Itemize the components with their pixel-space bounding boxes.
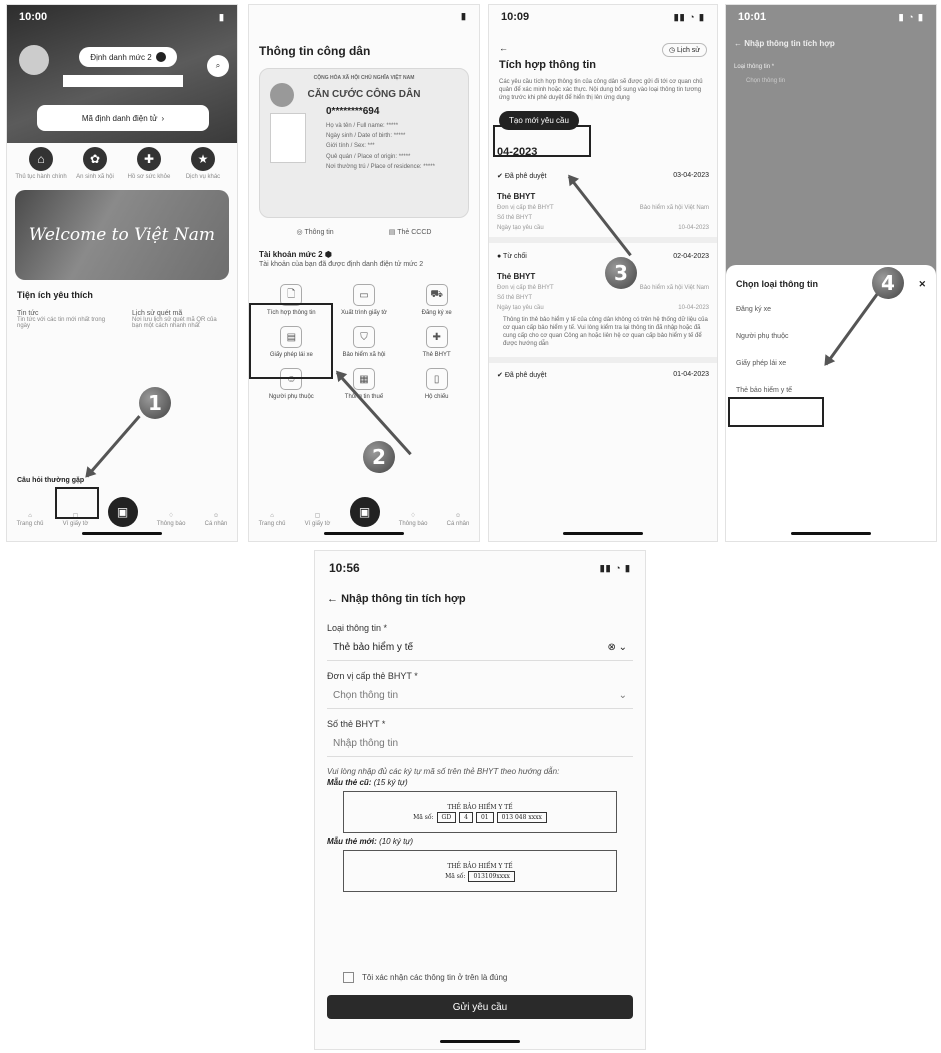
card-line: Giới tính / Sex: *** [326,143,375,150]
page-title: Nhập thông tin tích hợp [341,593,466,605]
tab-profile[interactable] [205,513,228,527]
new-code-row [445,873,515,880]
feature-passport[interactable] [400,368,473,400]
phone-citizen-info: ▮ Thông tin công dân CỘNG HÒA XÃ HỘI CHỦ NGHĨA VIỆT NAM CĂN CƯỚC CÔNG DÂN 0********694 Họ và tên / Full name: ***** Ngày sinh / Date of birth: ***** Giới tính / Sex: *** Quê quán / Place of origin: ***** Nơi thường trú / Place of residence: ***** ◎ Thông tin ▤ Thẻ CCCD Tài khoản mức 2 ⬢ Tài khoản của bạn đã được định danh điện tử mức 2 🗋 Tích hợp thông tin ▭ Xuất trình giấy tờ ⛟ Đăng ký xe ▤ Giấy phép lái xe ⛉ Bảo hiểm xã hội ✚ Thẻ BHYT ☺ Người phụ thuộc ▦ Thông tin thuế ▯ Hộ chiếu ⌂ Trang chủ ▢ Ví giấy tờ ▣ ♢ Thông báo ☺ Cá nhân 2 [248,4,480,542]
social-icon: ✿ [83,147,107,171]
submit-button[interactable]: Gửi yêu cầu [327,995,633,1019]
bell-icon: ♢ [168,513,174,519]
item-status: Đã phê duyệt [504,371,547,379]
wallet-icon: ▢ [72,513,79,519]
num-placeholder: Nhập thông tin [333,738,399,749]
new-sample-label [315,837,645,846]
item-date: 02-04-2023 [673,253,709,261]
shield-icon [156,52,166,62]
old-card-title: THẺ BẢO HIỂM Y TẾ [447,803,513,811]
num-label: Số thẻ BHYT * [327,719,386,729]
highlight-integrate [249,303,333,379]
license-icon: ▤ [280,326,302,348]
card-line: Ngày sinh / Date of birth: ***** [326,133,406,140]
item-row [489,303,717,313]
feature-label: Xuất trình giấy tờ [341,310,387,316]
option-item[interactable]: Đăng ký xe [736,306,772,313]
old-count: (15 ký tự) [373,778,408,787]
org-label: Đơn vị cấp thẻ BHYT * [327,671,418,681]
new-code: 013109xxxx [468,871,514,882]
status-time: 10:56 [329,561,360,575]
hint-text: Vui lòng nhập đủ các ký tự mã số trên thẻ BHYT theo hướng dẫn: [327,767,560,776]
new-code-prefix: Mã số: [445,872,466,880]
page-title: Nhập thông tin tích hợp [744,39,835,48]
qr-id-label: Mã định danh điện tử [81,113,158,123]
home-header: 10:00 ▮ Định danh mức 2 ⌕ Mã định danh điện tử › [7,5,237,143]
card-lines [326,121,462,172]
tab-label: Cá nhân [446,521,470,527]
row-value: Bảo hiểm xã hội Việt Nam [639,285,709,292]
item-header [489,247,717,266]
home-indicator [791,532,871,535]
tab-notifications[interactable] [157,512,186,527]
item-status: Đã phê duyệt [504,173,547,181]
card-title: CĂN CƯỚC CÔNG DÂN [307,89,421,100]
id-card-icon: ▭ [353,284,375,306]
welcome-banner[interactable]: Welcome to Việt Nam [15,190,229,280]
user-icon: ☺ [212,513,220,519]
check-icon: ✔ Đã phê duyệt [497,173,547,181]
tab-wallet[interactable] [305,512,331,527]
car-icon: ⛟ [426,284,448,306]
back-icon[interactable]: ← [734,39,742,48]
passport-icon: ▯ [426,368,448,390]
row-label: Đơn vị cấp thẻ BHYT [497,285,554,292]
field-placeholder[interactable]: Chọn thông tin [746,78,786,84]
home-indicator [82,532,162,535]
option-item[interactable]: Giấy phép lái xe [736,360,787,367]
service-grid [7,143,237,184]
request-item[interactable] [489,243,717,356]
feature-label: Bảo hiểm xã hội [342,352,386,358]
avatar[interactable] [19,45,49,75]
row-value: 10-04-2023 [678,225,709,232]
news-desc: Tin tức với các tin mới nhất trong ngày [17,317,106,329]
option-item[interactable]: Người phụ thuộc [736,333,789,340]
card-actions [249,224,479,240]
news-tile[interactable] [17,310,112,329]
portrait [270,113,306,163]
row-label: Số thẻ BHYT [497,215,533,222]
card-number-input[interactable] [327,731,633,757]
item-date: 03-04-2023 [673,172,709,180]
new-label: Mẫu thẻ mới: [327,837,377,846]
tab-qr-scan[interactable] [350,497,380,527]
info-button[interactable]: ◎ Thông tin [296,229,334,236]
service-item[interactable] [177,147,229,180]
qr-scan-icon: ▣ [108,497,138,527]
item-row [489,223,717,233]
tab-qr-scan[interactable] [108,497,138,527]
qr-scan-icon: ▣ [350,497,380,527]
cccd-button[interactable]: ▤ Thẻ CCCD [388,229,432,236]
confirm-label: Tôi xác nhận các thông tin ở trên là đúng [362,973,508,982]
tab-label: Trang chủ [258,521,286,527]
service-label: An sinh xã hội [76,174,114,180]
id-card[interactable] [259,68,469,218]
scan-history-tile[interactable] [132,310,227,329]
service-item[interactable] [123,147,175,180]
close-icon[interactable]: ✕ [918,279,926,289]
type-select[interactable] [327,635,633,661]
tab-label: Trang chủ [16,521,44,527]
chevron-down-icon: ⊗ ⌄ [607,642,627,653]
header [315,585,645,613]
bottom-tab-bar [7,497,237,527]
header-row [489,29,717,57]
header [726,29,936,58]
feature-health-card[interactable] [400,326,473,358]
chevron-down-icon: ⌄ [618,690,627,701]
cccd-label: Thẻ CCCD [397,229,432,236]
reject-note: Thông tin thẻ bảo hiểm y tế của công dân không có trên hệ thống dữ liệu của cơ quan cấp bảo hiểm y tế. Vui lòng kiểm tra lại thông tin đã nhập hoặc đã cung cấp cho cơ quan Công an hoặc liên hệ cơ quan cấp bảo hiểm y tế để được hướng dẫn [503,317,708,347]
item-row [489,283,717,293]
sheet-header [726,265,936,296]
shield-icon: ⬢ [324,250,332,259]
step-marker-3: 3 [605,257,637,289]
insurance-icon: ⛉ [353,326,375,348]
new-card-sample [343,850,617,892]
confirm-checkbox[interactable] [343,972,354,983]
old-sample-label [315,778,645,787]
card-header: CỘNG HÒA XÃ HỘI CHỦ NGHĨA VIỆT NAM [313,75,415,81]
type-value: Thẻ bảo hiểm y tế [333,642,414,653]
tab-home[interactable] [17,513,44,527]
back-icon[interactable]: ← [499,43,508,53]
check-icon: ✔ Đã phê duyệt [497,371,547,379]
account-title [249,240,479,261]
old-code-part: 01 [476,812,494,823]
tab-label: Ví giấy tờ [62,521,89,527]
phone-select-type: 10:01 ▮ ◔ ▮ ← Nhập thông tin tích hợp Loại thông tin * Chọn thông tin Chọn loại thông tin ✕ Đăng ký xe Người phụ thuộc Giấy phép lái xe Thẻ bảo hiểm y tế 4 [725,4,937,542]
home-indicator [440,1040,520,1043]
favorites-title: Tiện ích yêu thích [17,290,93,300]
description: Các yêu cầu tích hợp thông tin của công dân sẽ được gửi đi tới cơ quan chủ quản để xác minh hoặc xác thực. Nội dung bổ sung vào loại thông tin tương ứng trước khi phê duyệt để hiển thị lên ứng dụng [499,79,703,101]
user-icon: ☺ [454,513,462,519]
info-label: Thông tin [304,229,334,236]
search-icon[interactable]: ⌕ [207,55,229,77]
tab-label: Ví giấy tờ [304,521,331,527]
scan-desc: Nơi lưu lịch sử quét mã QR của bạn một cách nhanh nhất [132,317,217,329]
tax-icon: ▦ [353,368,375,390]
service-label: Hồ sơ sức khỏe [127,174,171,180]
feature-label: Hộ chiếu [424,394,449,400]
new-count: (10 ký tự) [379,837,414,846]
step-marker-4: 4 [872,267,904,299]
type-label: Loại thông tin * [327,623,388,633]
old-label: Mẫu thẻ cũ: [327,778,372,787]
faq-title[interactable]: Câu hỏi thường gặp [17,477,85,484]
level-label: Định danh mức 2 [90,52,152,62]
feature-present[interactable] [328,284,401,316]
item-header[interactable] [489,363,717,387]
feature-label: Đăng ký xe [421,310,452,316]
home-icon: ⌂ [270,513,274,519]
old-code-row [413,814,547,821]
service-label: Thủ tục hành chính [15,174,67,180]
tab-label: Cá nhân [204,521,228,527]
card-line: Họ và tên / Full name: ***** [326,123,399,129]
feature-vehicle[interactable] [400,284,473,316]
step-marker-1: 1 [139,387,171,419]
home-indicator [563,532,643,535]
option-item[interactable]: Thẻ bảo hiểm y tế [736,387,793,394]
highlight-wallet-tab [55,487,99,519]
new-request-button[interactable]: Tạo mới yêu cầu [499,111,579,130]
old-code-part: 4 [459,812,473,823]
old-code-part: 013 048 xxxx [497,812,547,823]
item-header [489,166,717,186]
row-value: Bảo hiểm xã hội Việt Nam [639,205,709,212]
feature-label: Người phụ thuộc [268,394,314,400]
news-title: Tin tức [17,310,39,317]
item-row [489,293,717,303]
org-placeholder: Chọn thông tin [333,690,399,701]
highlight-health-card [728,397,824,427]
card-line: Nơi thường trú / Place of residence: ***** [326,163,435,170]
item-row [489,203,717,213]
bell-icon: ♢ [410,513,416,519]
document-icon: 🗋 [280,284,302,306]
row-label: Ngày tạo yêu cầu [497,305,544,312]
wallet-icon: ▢ [314,513,321,519]
bottom-tab-bar [249,497,479,527]
sheet-title: Chọn loại thông tin [736,279,818,289]
feature-label: Thẻ BHYT [422,352,451,358]
phone-integration-form: 10:56 ▮▮ ◔ ▮ ← Nhập thông tin tích hợp Loại thông tin * Thẻ bảo hiểm y tế ⊗ ⌄ Đơn vị cấp thẻ BHYT * Chọn thông tin ⌄ Số thẻ BHYT * Nhập thông tin Vui lòng nhập đủ các ký tự mã số trên thẻ BHYT theo hướng dẫn: Mẫu thẻ cũ: (15 ký tự) THẺ BẢO HIỂM Y TẾ Mã số: GD 4 01 013 048 xxxx Mẫu thẻ mới: (10 ký tự) THẺ BẢO HIỂM Y TẾ Mã số: 013109xxxx Tôi xác nhận các thông tin ở trên là đúng Gửi yêu cầu [314,550,646,1050]
old-card-sample [343,791,617,833]
health-card-icon: ✚ [426,326,448,348]
old-code-prefix: Mã số: [413,813,434,821]
health-icon: ✚ [137,147,161,171]
step-marker-2: 2 [363,441,395,473]
home-indicator [324,532,404,535]
item-date: 01-04-2023 [673,370,709,378]
back-icon[interactable]: ← [327,593,338,605]
arrow-pointer [86,415,141,477]
history-button[interactable]: ◷ Lịch sử [662,43,707,57]
card-line: Quê quán / Place of origin: ***** [326,153,411,160]
star-icon: ★ [191,147,215,171]
scan-title: Lịch sử quét mã [132,310,183,317]
feature-label: Giấy phép lái xe [269,352,313,358]
phone-home-screen [6,4,238,542]
row-label: Số thẻ BHYT [497,295,533,302]
confirm-row[interactable] [343,972,507,983]
feature-label: Tích hợp thông tin [267,310,316,316]
status-time: 10:09 [501,11,530,23]
org-select[interactable] [327,683,633,709]
page-title: Thông tin công dân [259,44,371,58]
history-label: Lịch sử [677,47,700,54]
card-number: 0********694 [326,106,380,117]
tab-profile[interactable] [447,513,470,527]
request-item[interactable] [489,162,717,237]
account-desc: Tài khoản của bạn đã được định danh điện tử mức 2 [259,261,424,268]
tab-label: Thông báo [156,521,186,527]
favorites-row [7,304,237,335]
building-icon: ⌂ [29,147,53,171]
highlight-new-request [493,125,591,157]
person-icon: ☺ [280,368,302,390]
tab-home[interactable] [259,513,286,527]
item-name: Thẻ BHYT [497,192,536,202]
service-label: Dịch vụ khác [185,174,221,180]
field-label: Loại thông tin * [734,64,775,70]
alert-icon: ● Từ chối [497,253,527,261]
user-name-bar [63,75,183,87]
item-status: Từ chối [503,253,527,261]
status-time: 10:01 [738,11,767,23]
old-code-part: GD [437,812,457,823]
tab-notifications[interactable] [399,512,428,527]
item-name: Thẻ BHYT [497,272,536,282]
row-label: Đơn vị cấp thẻ BHYT [497,205,554,212]
service-item[interactable] [69,147,121,180]
feature-label: Thông tin thuế [344,394,384,400]
new-card-title: THẺ BẢO HIỂM Y TẾ [447,862,513,870]
home-icon: ⌂ [28,513,32,519]
page-title: Tích hợp thông tin [499,59,597,71]
emblem-icon [270,83,294,107]
account-title-text: Tài khoản mức 2 [259,250,323,259]
status-time: 10:00 [19,11,48,23]
row-label: Ngày tạo yêu cầu [497,225,544,232]
tab-label: Thông báo [398,521,428,527]
service-item[interactable] [15,147,67,180]
phone-integration-list: 10:09 ▮▮ ◔ ▮ ← ◷ Lịch sử Tích hợp thông tin Các yêu cầu tích hợp thông tin của công dân sẽ được gửi đi tới cơ quan chủ quản để xác minh hoặc xác thực. Nội dung bổ sung vào loại thông tin tương ứng trước khi phê duyệt để hiển thị lên ứng dụng Tạo mới yêu cầu 04-2023 ✔ Đã phê duyệt 03-04-2023 Thẻ BHYT Đơn vị cấp thẻ BHYT Bảo hiểm xã hội Việt Nam Số thẻ BHYT Ngày tạo yêu cầu 10-04-2023 ● Từ chối 02-04-2023 Thẻ BHYT Đơn vị cấp thẻ BHYT Bảo hiểm xã hội Việt Nam Số thẻ BHYT Ngày tạo yêu cầu 10-04-2023 Thông tin thẻ bảo hiểm y tế của công dân không có trên hệ thống dữ liệu của cơ quan cấp bảo hiểm y tế. Vui lòng kiểm tra lại thông tin đã nhập hoặc đã cung cấp cho cơ quan Công an hoặc liên hệ cơ quan cấp bảo hiểm y tế để được hướng dẫn ✔ Đã phê duyệt 01-04-2023 3 [488,4,718,542]
month-header: 04-2023 [497,146,538,159]
qr-id-button[interactable]: Mã định danh điện tử › [37,105,209,131]
level-badge[interactable] [79,47,177,67]
row-value: 10-04-2023 [678,305,709,312]
feature-social-insurance[interactable] [328,326,401,358]
